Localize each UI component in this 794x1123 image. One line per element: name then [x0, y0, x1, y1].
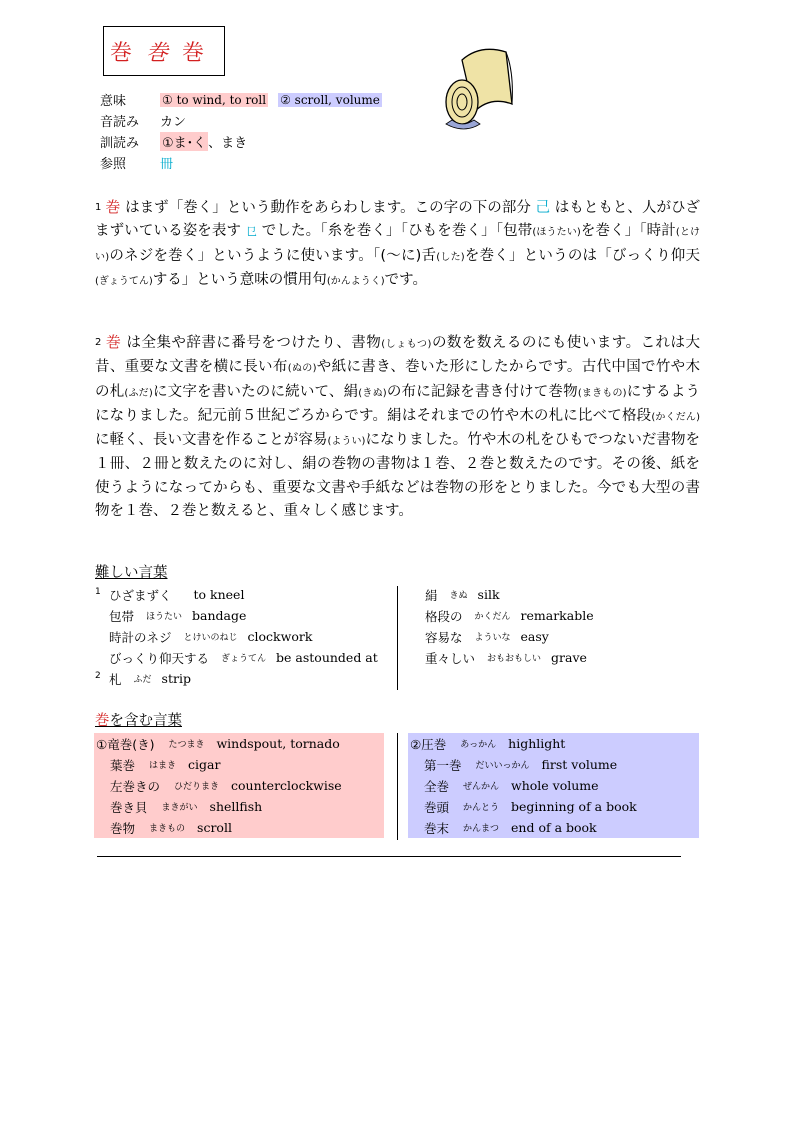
- list-item: [425, 605, 594, 626]
- word: 葉巻: [110, 757, 136, 773]
- kun-reading-label: 訓読み: [100, 136, 140, 151]
- word: 絹: [425, 587, 438, 603]
- para-text: は全集や辞書に番号をつけたり、書物: [126, 335, 382, 351]
- list-item: [94, 817, 384, 838]
- kanji-form-2: 巻: [146, 40, 169, 66]
- para-text: にするようになりました。紀元前５世紀ごろからです。絹はそれまでの竹や木の札に比べて格段: [95, 383, 701, 424]
- heading-text: を含む言葉: [109, 713, 182, 729]
- word: 包帯: [109, 608, 135, 624]
- list-item: [408, 775, 699, 796]
- list-item: [408, 796, 699, 817]
- difficult-words-right: [425, 584, 594, 668]
- explanation-paragraph-1: [95, 196, 700, 293]
- english: strip: [161, 671, 191, 686]
- kana: ひだりまき: [174, 782, 220, 792]
- list-item: [408, 754, 699, 775]
- ruby: (まきもの): [577, 387, 627, 399]
- related-words-divider: [397, 733, 398, 840]
- english: be astounded at: [276, 650, 378, 665]
- english: grave: [551, 650, 587, 665]
- para-text: はまず「巻く」という動作をあらわします。この字の下の部分: [125, 200, 531, 216]
- kana: ほうたい: [146, 612, 183, 622]
- kana: きぬ: [449, 591, 468, 601]
- kana: ふだ: [133, 675, 152, 685]
- kana: よういな: [474, 633, 511, 643]
- list-item: [95, 605, 378, 626]
- list-item: [95, 626, 378, 647]
- para-text: する」という意味の慣用句: [152, 271, 327, 288]
- list-item: [95, 647, 378, 668]
- word: 重々しい: [425, 650, 476, 666]
- word: 巻頭: [424, 799, 450, 815]
- kana: かんまつ: [463, 824, 500, 834]
- component-glyph: 㔾: [245, 225, 258, 239]
- kana: たつまき: [168, 740, 205, 750]
- related-words-meaning-1: [94, 733, 384, 838]
- component-glyph: 己: [535, 200, 551, 216]
- explanation-paragraph-2: [95, 331, 700, 523]
- kana: あっかん: [460, 740, 497, 750]
- english: shellfish: [209, 799, 263, 814]
- list-item: [408, 733, 699, 754]
- word: 全巻: [424, 778, 450, 794]
- word: ひざまずく: [109, 587, 172, 603]
- para-number: 1: [95, 202, 102, 213]
- kana: まきもの: [149, 824, 186, 834]
- para-number: 2: [95, 337, 102, 348]
- heading-kanji: 巻: [95, 713, 110, 729]
- english: remarkable: [520, 608, 594, 623]
- ruby: (ぬの): [287, 363, 317, 375]
- kun-reading-rest: 、まき: [208, 136, 248, 151]
- meaning-2: ② scroll, volume: [280, 92, 380, 107]
- difficult-words-left: [95, 584, 378, 689]
- para-text: の数を数えるのにも使います。これは大昔、重要な文書を横に長い布: [95, 335, 701, 376]
- ruby: (とけい): [95, 227, 701, 263]
- bottom-divider: [97, 856, 681, 857]
- english: cigar: [188, 757, 221, 772]
- scroll-illustration-icon: [440, 42, 520, 130]
- kana: ぎょうてん: [221, 654, 267, 664]
- list-item: [94, 754, 384, 775]
- ruby: (しょもつ): [381, 339, 432, 350]
- para-text: や紙に書き、巻いた形にしたからです。古代中国で竹や木の札: [95, 359, 700, 400]
- english: end of a book: [511, 820, 597, 835]
- para-text: を巻く」「時計: [580, 223, 676, 240]
- word: 格段の: [425, 608, 463, 624]
- difficult-words-divider: [397, 586, 398, 690]
- list-item: [94, 796, 384, 817]
- ruby: (した): [436, 251, 465, 263]
- reference-link[interactable]: 冊: [160, 157, 174, 172]
- kana: かくだん: [474, 612, 511, 622]
- english: easy: [520, 629, 549, 644]
- word: 第一巻: [424, 757, 462, 773]
- ruby: (ほうたい): [532, 227, 581, 239]
- ruby: (きぬ): [358, 387, 387, 399]
- list-item: [425, 626, 594, 647]
- english: whole volume: [511, 778, 599, 793]
- english: highlight: [508, 736, 566, 751]
- kana: おもおもしい: [487, 654, 542, 664]
- ruby: (かんようく): [326, 275, 385, 287]
- list-item: [425, 584, 594, 605]
- word: ②圧巻: [410, 736, 447, 752]
- english: to kneel: [193, 587, 245, 602]
- on-reading-value: カン: [160, 115, 187, 130]
- word: 容易な: [425, 629, 463, 645]
- word: びっくり仰天する: [109, 650, 210, 666]
- english: bandage: [192, 608, 247, 623]
- word: ①竜巻(き): [96, 736, 155, 752]
- item-number: 1: [95, 587, 101, 597]
- para-text: に文字を書いたのに続いて、絹: [152, 383, 359, 400]
- list-item: [425, 647, 594, 668]
- para-text: はもともと、人がひざまずいている姿を表す: [95, 200, 701, 240]
- para-kanji: 巻: [105, 198, 121, 216]
- word: 巻物: [110, 820, 136, 836]
- para-text: に軽く、長い文書を作ることが容易: [95, 432, 328, 449]
- word: 巻末: [424, 820, 450, 836]
- list-item: [408, 817, 699, 838]
- english: counterclockwise: [231, 778, 342, 793]
- on-reading-label: 音読み: [100, 115, 140, 130]
- kanji-form-3: 巻: [182, 40, 205, 66]
- kana: だいいっかん: [475, 761, 530, 771]
- english: scroll: [197, 820, 232, 835]
- english: first volume: [541, 757, 618, 772]
- ruby: (ふだ): [124, 387, 153, 399]
- item-number: 2: [95, 671, 101, 681]
- english: beginning of a book: [511, 799, 637, 814]
- meaning-1: ① to wind, to roll: [162, 92, 267, 107]
- english: windspout, tornado: [216, 736, 340, 751]
- kun-reading-highlight: ①ま･く: [160, 132, 208, 151]
- list-item: [95, 668, 378, 689]
- kana: はまき: [149, 761, 177, 771]
- kana: ぜんかん: [463, 782, 500, 792]
- reference-label: 参照: [100, 157, 127, 172]
- para-text: を巻く」というのは「びっくり仰天: [464, 247, 701, 264]
- word: 札: [109, 671, 122, 687]
- kanji-info: [100, 89, 382, 173]
- para-text: です。: [384, 271, 427, 288]
- word: 巻き貝: [110, 799, 148, 815]
- english: clockwork: [247, 629, 313, 644]
- difficult-words-heading: 難しい言葉: [95, 565, 168, 581]
- related-words-meaning-2: [408, 733, 699, 838]
- ruby: (ようい): [327, 436, 366, 448]
- word: 左巻きの: [110, 778, 161, 794]
- list-item: [94, 733, 384, 754]
- para-text: になりました。竹や木の札をひもでつないだ書物を１冊、２冊と数えたのに対し、絹の巻物の書物は１巻、２巻と数えたのです。その後、紙を使うようになってからも、重要な文書や手紙などは巻物の形をとりました。今でも大型の書物を１巻、２巻と数えると、重々しく感じます。: [95, 432, 701, 520]
- meaning-label: 意味: [100, 94, 127, 109]
- list-item: [95, 584, 378, 605]
- ruby: (かくだん): [651, 411, 700, 423]
- ruby: (ぎょうてん): [95, 275, 153, 287]
- para-text: のネジを巻く」というように使います。「(～に)舌: [109, 247, 437, 264]
- para-kanji: 巻: [105, 333, 122, 351]
- related-words-heading: [95, 709, 182, 730]
- para-text: でした。「糸を巻く」「ひもを巻く」「包帯: [261, 223, 533, 240]
- kana: とけいのねじ: [183, 633, 238, 643]
- list-item: [94, 775, 384, 796]
- kanji-title-box: [103, 26, 225, 76]
- para-text: の布に記録を書き付けて巻物: [386, 383, 578, 400]
- kanji-form-1: 巻: [110, 40, 133, 66]
- kana: まきがい: [161, 803, 198, 813]
- word: 時計のネジ: [109, 629, 172, 645]
- kana: かんとう: [463, 803, 500, 813]
- english: silk: [477, 587, 500, 602]
